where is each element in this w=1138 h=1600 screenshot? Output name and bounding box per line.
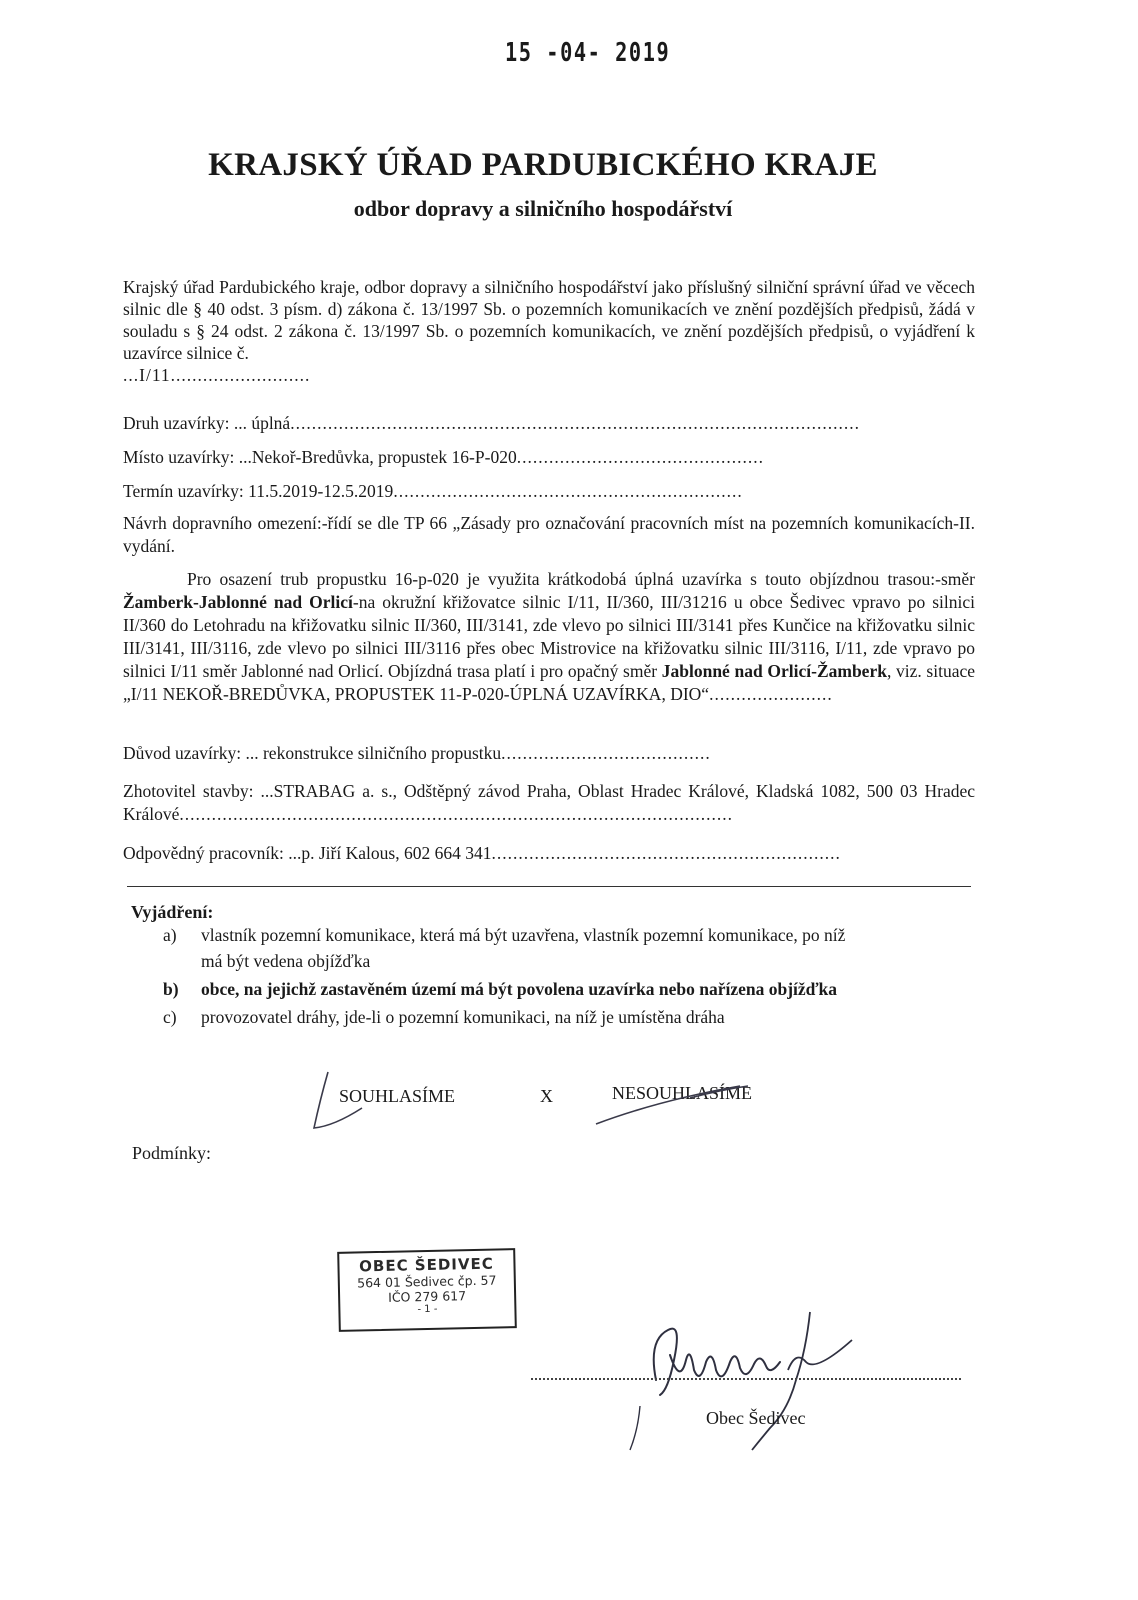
field-termin-value: 11.5.2019-12.5.2019	[248, 481, 394, 501]
field-termin-label: Termín uzavírky:	[123, 481, 244, 501]
page-title: KRAJSKÝ ÚŘAD PARDUBICKÉHO KRAJE	[208, 147, 878, 183]
field-misto-value: ...Nekoř-Bredůvka, propustek 16-P-020	[238, 447, 517, 467]
intro-text: Krajský úřad Pardubického kraje, odbor dopravy a silničního hospodářství jako příslušný silniční správní úřad ve věcech silnic dle § 40 odst. 3 písm. d) zákona č. 13/1997 Sb. o pozemních komunikacích ve znění pozdějších předpisů, žádá v souladu s § 24 odst. 2 zákona č. 13/1997 Sb. o pozemních komunikacích, ve znění pozdějších předpisů, o vyjádření k uzavírce silnice č.	[123, 277, 975, 363]
statement-item-mark: c)	[163, 1007, 177, 1027]
field-druh-label: Druh uzavírky:	[123, 413, 230, 433]
statement-item-c	[163, 1004, 978, 1030]
conditions-label: Podmínky:	[132, 1143, 212, 1163]
field-zhotovitel: Zhotovitel stavby: ...STRABAG a. s., Odštěpný závod Praha, Oblast Hradec Králové, Kladská 1082, 500 03 Hradec Králové.......................................................................................................	[123, 781, 975, 824]
signature-image	[620, 1300, 880, 1460]
detour-direction-1: Žamberk-Jablonné nad Orlicí	[123, 592, 353, 612]
statement-heading: Vyjádření:	[131, 902, 214, 922]
field-duvod-label: Důvod uzavírky:	[123, 743, 242, 763]
statement-item-b	[163, 976, 978, 1002]
stamp-line-2: 564 01 Šedivec čp. 57	[357, 1272, 497, 1291]
field-navrh-value: -řídí se dle TP 66 „Zásady pro označování pracovních míst na pozemních komunikacích-II. vydání.	[123, 513, 975, 556]
detour-text-2: -na okružní křižovatce silnic I/11, II/360, III/31216 u obce Šedivec vpravo po silnici II/360 do Letohradu na křižovatku silnic II/360, III/3141, zde vlevo po silnici III/3141 přes Kunčice na křižovatku silnic III/3141, III/3116, zde vlevo po silnici III/3116 přes obec Mistrovice na křižovatku silnic III/3116, I/11, zde vpravo po silnici I/11 směr Jablonné nad Orlicí. Objízdná trasa platí i pro opačný směr	[123, 592, 975, 681]
statement-item-a	[163, 922, 978, 974]
field-zhotovitel-value: ...STRABAG a. s., Odštěpný závod Praha, Oblast Hradec Králové, Kladská 1082, 500 03 Hradec Králové	[123, 781, 975, 824]
agree-option: SOUHLASÍME	[339, 1086, 456, 1106]
statement-item-mark: a)	[163, 925, 177, 945]
statement-item-mark: b)	[163, 979, 179, 999]
stamp-line-3: IČO 279 617	[388, 1288, 467, 1305]
stamp-line-1: OBEC ŠEDIVEC	[358, 1254, 494, 1276]
field-druh: Druh uzavírky: ... úplná..........................................................................................................	[123, 413, 860, 433]
field-duvod-value: ... rekonstrukce silničního propustku	[245, 743, 502, 763]
detour-direction-2: Jablonné nad Orlicí-Žamberk	[661, 661, 887, 681]
statement-item-text: obce, na jejichž zastavěném území má být povolena uzavírka nebo nařízena objížďka	[201, 979, 837, 999]
municipal-stamp	[337, 1248, 517, 1332]
field-duvod: Důvod uzavírky: ... rekonstrukce silničního propustku.......................................	[123, 743, 711, 763]
field-pracovnik-label: Odpovědný pracovník:	[123, 843, 284, 863]
page-subtitle: odbor dopravy a silničního hospodářství	[353, 196, 733, 221]
intro-paragraph	[123, 276, 975, 386]
road-number: ...I/11..........................	[123, 365, 311, 385]
field-termin: Termín uzavírky: 11.5.2019-12.5.2019.................................................................	[123, 481, 743, 501]
handwritten-marks	[300, 1060, 800, 1140]
field-zhotovitel-label: Zhotovitel stavby:	[123, 781, 254, 801]
agree-check-mark	[314, 1072, 362, 1128]
choice-separator: X	[540, 1086, 553, 1106]
signature-line	[531, 1378, 961, 1380]
field-druh-value: ... úplná	[233, 413, 291, 433]
disagree-strike-1	[690, 1086, 748, 1098]
field-pracovnik: Odpovědný pracovník: ...p. Jiří Kalous, 602 664 341.................................................................	[123, 843, 841, 863]
section-divider	[127, 886, 971, 887]
field-navrh-label: Návrh dopravního omezení:	[123, 513, 322, 533]
field-misto-label: Místo uzavírky:	[123, 447, 235, 467]
statement-item-text: vlastník pozemní komunikace, která má být uzavřena, vlastník pozemní komunikace, po níž	[201, 925, 846, 945]
disagree-option: NESOUHLASÍME	[612, 1083, 753, 1103]
signature-label: Obec Šedivec	[706, 1408, 806, 1428]
field-pracovnik-value: ...p. Jiří Kalous, 602 664 341	[288, 843, 492, 863]
detour-paragraph: Pro osazení trub propustku 16-p-020 je využita krátkodobá úplná uzavírka s touto objízdnou trasou:-směr Žamberk-Jablonné nad Orlicí-na okružní křižovatce silnic I/11, II/360, III/31216 u obce Šedivec vpravo po silnici II/360 do Letohradu na křižovatku silnic II/360, III/3141, zde vlevo po silnici III/3141 přes Kunčice na křižovatku silnic III/3141, III/3116, zde vlevo po silnici III/3116 přes obec Mistrovice na křižovatku silnic III/3116, I/11, zde vpravo po silnici I/11 směr Jablonné nad Orlicí. Objízdná trasa platí i pro opačný směr Jablonné nad Orlicí-Žamberk, viz. situace „I/11 NEKOŘ-BREDŮVKA, PROPUSTEK 11-P-020-ÚPLNÁ UZAVÍRKA, DIO“.......................	[123, 569, 976, 704]
received-date-stamp: 15 -04- 2019	[505, 38, 671, 68]
field-misto: Místo uzavírky: ...Nekoř-Bredůvka, propustek 16-P-020..............................................	[123, 447, 764, 467]
stamp-line-4: - 1 -	[417, 1303, 438, 1316]
statement-item-text: provozovatel dráhy, jde-li o pozemní komunikaci, na níž je umístěna dráha	[201, 1007, 725, 1027]
statement-item-continuation: má být vedena objížďka	[201, 951, 371, 971]
field-navrh	[123, 512, 975, 558]
detour-text-3: , viz. situace „I/11 NEKOŘ-BREDŮVKA, PROPUSTEK 11-P-020-ÚPLNÁ UZAVÍRKA, DIO“	[123, 661, 976, 704]
detour-text-1: Pro osazení trub propustku 16-p-020 je využita krátkodobá úplná uzavírka s touto objízdnou trasou:-směr	[187, 569, 975, 589]
